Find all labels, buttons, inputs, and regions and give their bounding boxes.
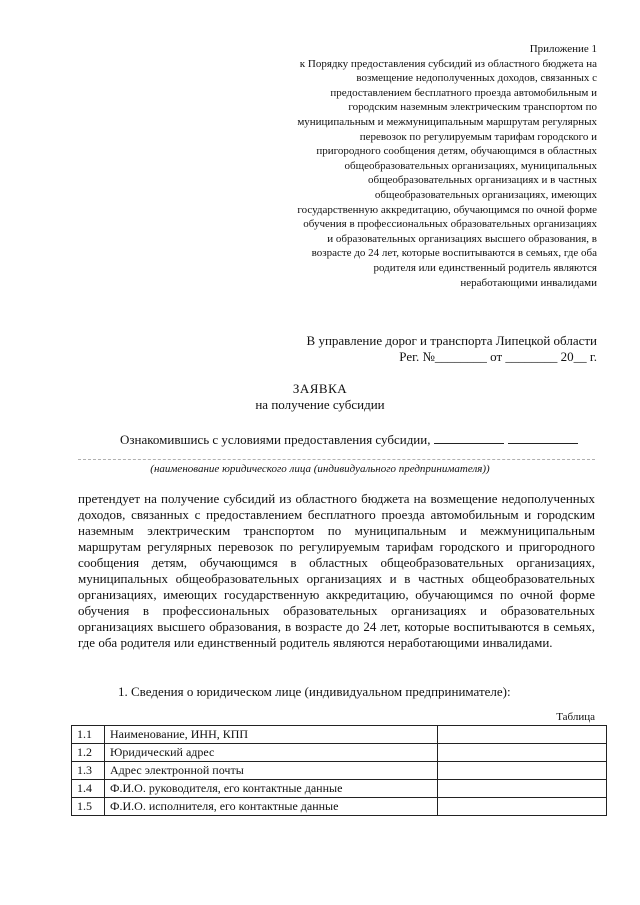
row-value	[438, 726, 607, 744]
body-paragraph: претендует на получение субсидий из областного бюджета на возмещение недополученных доходов, связанных с предоставлением бесплатного проезда автомобильным и городским наземным электрическим транспортом по муниципальным и межмуниципальным маршрутам регулярных перевозок по регулируемым тарифам городского и пригородного сообщения детям, обучающимся в областных общеобразовательных организациях, муниципальных общеобразовательных организациях и в частных общеобразовательных организациях, имеющих государственную аккредитацию, обучающимся по очной форме обучения в профессиональных образовательных организациях и образовательных организациях высшего образования, в возрасте до 24 лет, которые воспитываются в семьях, где оба родителя или единственный родитель являются неработающими инвалидами.	[78, 491, 595, 650]
addressee-to: В управление дорог и транспорта Липецкой области	[306, 333, 597, 348]
document-subtitle: на получение субсидии	[255, 397, 385, 412]
row-number: 1.2	[72, 744, 105, 762]
table-row	[72, 762, 607, 780]
appendix-header	[297, 42, 597, 290]
document-title: ЗАЯВКА	[292, 381, 348, 396]
row-label: Наименование, ИНН, КПП	[105, 726, 438, 744]
row-number: 1.1	[72, 726, 105, 744]
table-row	[72, 726, 607, 744]
appendix-number: Приложение 1	[529, 43, 597, 55]
row-number: 1.4	[72, 780, 105, 798]
addressee-block	[237, 333, 597, 365]
table-row	[72, 798, 607, 816]
name-line	[78, 459, 595, 460]
row-value	[438, 762, 607, 780]
info-table	[71, 725, 607, 816]
acquainted-line	[120, 431, 600, 448]
table-row	[72, 780, 607, 798]
acquainted-text: Ознакомившись с условиями предоставления субсидии,	[120, 432, 431, 447]
row-number: 1.3	[72, 762, 105, 780]
table-row	[72, 744, 607, 762]
registration-line: Рег. №________ от ________ 20__ г.	[399, 349, 597, 364]
section-title: 1. Сведения о юридическом лице (индивидуальном предпринимателе):	[118, 684, 511, 699]
blank-field	[434, 431, 504, 444]
row-value	[438, 798, 607, 816]
row-number: 1.5	[72, 798, 105, 816]
table-label: Таблица	[556, 711, 595, 723]
row-value	[438, 780, 607, 798]
name-hint: (наименование юридического лица (индивидуального предпринимателя))	[150, 463, 490, 475]
row-label: Юридический адрес	[105, 744, 438, 762]
row-label: Адрес электронной почты	[105, 762, 438, 780]
row-value	[438, 744, 607, 762]
appendix-text: к Порядку предоставления субсидий из областного бюджета на возмещение недополученных доходов, связанных с предоставлением бесплатного проезда автомобильным и городским наземным электрическим транспортом по муниципальным и межмуниципальным маршрутам регулярных перевозок по регулируемым тарифам городского и пригородного сообщения детям, обучающимся в областных общеобразовательных организациях, муниципальных общеобразовательных организациях и в частных общеобразовательных организациях, имеющих государственную аккредитацию, обучающимся по очной форме обучения в профессиональных образовательных организациях и образовательных организациях высшего образования, в возрасте до 24 лет, которые воспитываются в семьях, где оба родителя или единственный родитель являются неработающими инвалидами	[297, 57, 597, 289]
blank-field	[508, 431, 578, 444]
row-label: Ф.И.О. руководителя, его контактные данные	[105, 780, 438, 798]
row-label: Ф.И.О. исполнителя, его контактные данные	[105, 798, 438, 816]
